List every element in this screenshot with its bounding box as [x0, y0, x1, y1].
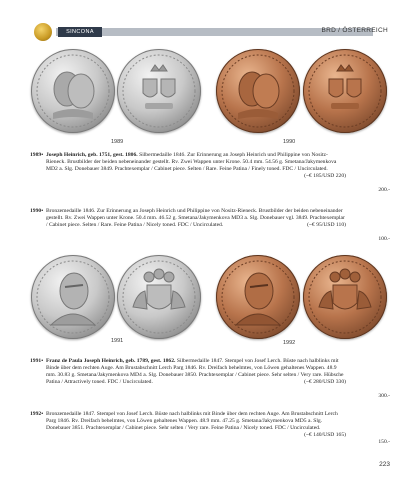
lot-body: Silbermedaille 1847. Stempel von Josef Lerch. Büste nach halblinks mit Binde über dem rechten Auge. Am Brustabschnitt Lerch Parg 1846. Rv. Dreifach behelmtes, von Löwen gehaltenes Wappen. 48.9 mm. 30.83 g. Smetana/Jakymenkova MD4 a. Slg. Donebauer 3850. Prachtexemplar / Cabinet piece. Sehr selten / Very rare. Hübsche Patina / Attractively toned. FDC / Uncirculated.	[46, 358, 344, 386]
coin-1991-obverse[interactable]	[31, 255, 115, 339]
lot-number: 1992•	[30, 411, 44, 417]
lot-price: 150.-	[378, 439, 390, 445]
lot-number: 1990•	[30, 208, 44, 214]
brand-label: SINCONA	[58, 27, 102, 37]
lot-estimate: (~€ 140/USD 165)	[304, 432, 346, 439]
lot-estimate: (~€ 95/USD 110)	[307, 222, 346, 229]
lot-description	[46, 208, 346, 229]
image-label-1989: 1989	[111, 139, 124, 145]
lot-price: 200.-	[378, 187, 390, 193]
crowned-shields-icon	[303, 49, 387, 133]
lot-description	[46, 358, 346, 386]
coin-1990-obverse[interactable]	[216, 49, 300, 133]
coin-1992-obverse[interactable]	[216, 255, 300, 339]
coin-1989-reverse[interactable]	[117, 49, 201, 133]
image-label-1990: 1990	[283, 139, 296, 145]
image-label-1992: 1992	[283, 340, 296, 346]
lot-estimate: (~€ 280/USD 330)	[304, 379, 346, 386]
lot-number: 1991•	[30, 358, 44, 364]
lot-price: 100.-	[378, 236, 390, 242]
lot-1991	[30, 358, 390, 408]
lot-number: 1989•	[30, 152, 44, 158]
coin-1990-reverse[interactable]	[303, 49, 387, 133]
lot-body: Bronzemedaille 1847. Stempel von Josef Lerch. Büste nach halblinks mit Binde über dem rechten Auge. Am Brustabschnitt Lerch Parg 1846. Rv. Dreifach behelmtes, von Löwen gehaltenes Wappen. 48.9 mm. 47.25 g. Smetana/Jakymenkova MD5 a. Slg. Donebauer 3851. Prachtexemplar / Cabinet piece. Sehr selten / Very rare. Feine Patina / Nicely toned. FDC / Uncirculated.	[46, 411, 338, 432]
bust-portrait-icon	[31, 255, 115, 339]
crowned-shields-icon	[117, 49, 201, 133]
coin-1992-reverse[interactable]	[303, 255, 387, 339]
lot-body: Bronzemedaille 1846. Zur Erinnerung an Joseph Heinrich und Philippine von Nositz-Rieneck. Brustbilder der beiden nebeneinander gestellt. Rv. Zwei Wappen unter Krone. 50.4 mm. 46.52 g. Smetana/Jakymenkova MD3 a. Slg. Donebauer vgl. 3849. Prachtexemplar / Cabinet piece. Selten / Rare. Feine Patina / Nicely toned. FDC / Uncirculated.	[46, 208, 345, 229]
lot-title: Joseph Heinrich, geb. 1751, gest. 1806.	[46, 152, 138, 158]
lot-1990	[30, 208, 390, 250]
lot-body: Silbermedaille 1846. Zur Erinnerung an Joseph Heinrich und Philippine von Nositz-Rieneck. Brustbilder der beiden nebeneinander gestellt. Rv. Zwei Wappen unter Krone. 50.4 mm. 54.56 g. Smetana/Jakymenkova MD2 a. Slg. Donebauer 3849. Prachtexemplar / Cabinet piece. Selten / Rare. Feine Patina / Finely toned. FDC / Uncirculated.	[46, 152, 337, 173]
coin-1989-obverse[interactable]	[31, 49, 115, 133]
lot-price: 300.-	[378, 393, 390, 399]
lot-description	[46, 152, 346, 180]
image-label-1991: 1991	[111, 338, 124, 344]
page-number: 223	[379, 461, 390, 468]
lot-1992	[30, 411, 390, 453]
section-title: BRD / ÖSTERREICH	[321, 27, 388, 34]
bust-portrait-icon	[216, 255, 300, 339]
coin-1991-reverse[interactable]	[117, 255, 201, 339]
double-portrait-icon	[216, 49, 300, 133]
double-portrait-icon	[31, 49, 115, 133]
lot-1989	[30, 152, 390, 200]
lot-description	[46, 411, 346, 439]
coat-of-arms-lions-icon	[303, 255, 387, 339]
sincona-logo-icon	[34, 23, 52, 41]
coat-of-arms-lions-icon	[117, 255, 201, 339]
lot-estimate: (~€ 185/USD 220)	[304, 173, 346, 180]
lot-title: Franz de Paula Joseph Heinrich, geb. 1789, gest. 1862.	[46, 358, 176, 364]
